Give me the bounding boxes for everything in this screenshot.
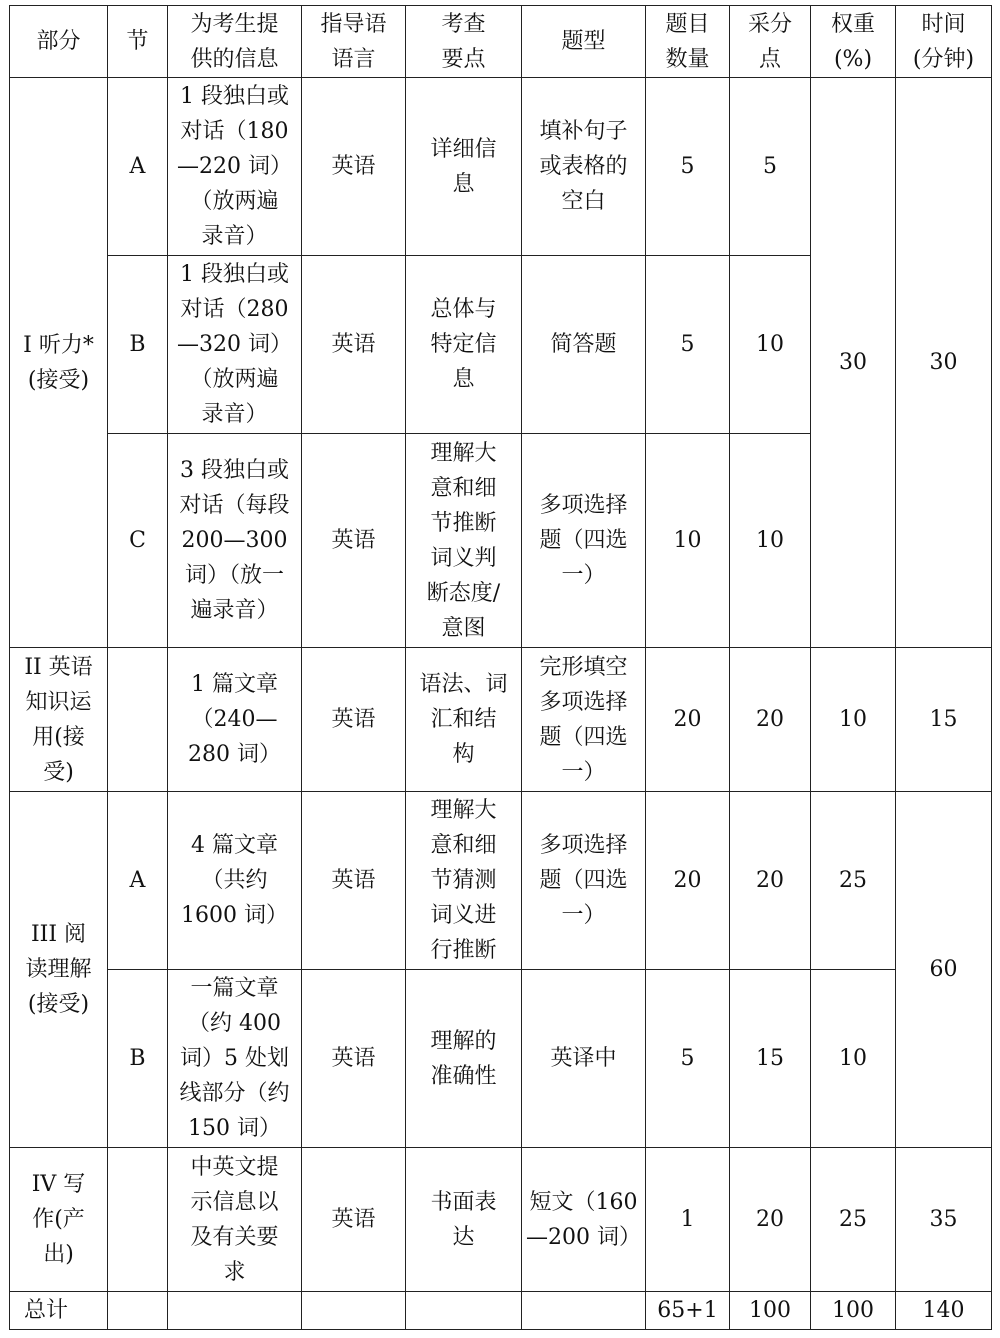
time-cell: 15 [896,648,992,792]
header-language: 指导语 语言 [302,6,406,78]
count-cell: 5 [646,78,730,256]
section-cell: A [108,78,168,256]
info-cell: 中英文提 示信息以 及有关要 求 [168,1148,302,1292]
header-weight: 权重 (%) [811,6,896,78]
listening-part: I 听力* (接受) [10,78,108,648]
total-weight: 100 [811,1292,896,1330]
type-cell: 多项选择 题（四选 一） [522,792,646,970]
total-time: 140 [896,1292,992,1330]
empty-cell [108,1292,168,1330]
scoring-cell: 20 [730,792,811,970]
section-cell: C [108,434,168,648]
type-cell: 完形填空 多项选择 题（四选 一） [522,648,646,792]
empty-cell [168,1292,302,1330]
section-cell [108,1148,168,1292]
empty-cell [522,1292,646,1330]
time-cell: 35 [896,1148,992,1292]
info-cell: 4 篇文章 （共约 1600 词） [168,792,302,970]
type-cell: 填补句子 或表格的 空白 [522,78,646,256]
scoring-cell: 10 [730,434,811,648]
info-cell: 1 段独白或 对话（280 —320 词） （放两遍 录音） [168,256,302,434]
header-points: 考查 要点 [406,6,522,78]
points-cell: 理解大 意和细 节猜测 词义进 行推断 [406,792,522,970]
info-cell: 1 段独白或 对话（180 —220 词） （放两遍 录音） [168,78,302,256]
type-cell: 多项选择 题（四选 一） [522,434,646,648]
reading-part: III 阅 读理解 (接受) [10,792,108,1148]
empty-cell [406,1292,522,1330]
language-cell: 英语 [302,970,406,1148]
empty-cell [302,1292,406,1330]
info-cell: 一篇文章 （约 400 词）5 处划 线部分（约 150 词） [168,970,302,1148]
count-cell: 1 [646,1148,730,1292]
header-scoring: 采分 点 [730,6,811,78]
header-type: 题型 [522,6,646,78]
count-cell: 10 [646,434,730,648]
total-label: 总计 [10,1292,108,1330]
header-info: 为考生提 供的信息 [168,6,302,78]
info-cell: 3 段独白或 对话（每段 200—300 词）（放一 遍录音） [168,434,302,648]
scoring-cell: 10 [730,256,811,434]
section-cell [108,648,168,792]
language-cell: 英语 [302,434,406,648]
header-row [10,6,992,78]
listening-row-a [10,78,992,256]
points-cell: 理解大 意和细 节推断 词义判 断态度/ 意图 [406,434,522,648]
language-cell: 英语 [302,78,406,256]
language-cell: 英语 [302,1148,406,1292]
reading-time: 60 [896,792,992,1148]
count-cell: 20 [646,792,730,970]
scoring-cell: 20 [730,648,811,792]
points-cell: 语法、词 汇和结 构 [406,648,522,792]
reading-row-b [10,970,992,1148]
type-cell: 简答题 [522,256,646,434]
language-cell: 英语 [302,256,406,434]
reading-row-a [10,792,992,970]
language-cell: 英语 [302,792,406,970]
knowledge-part: II 英语 知识运 用(接 受) [10,648,108,792]
count-cell: 20 [646,648,730,792]
weight-cell: 25 [811,1148,896,1292]
scoring-cell: 15 [730,970,811,1148]
count-cell: 5 [646,970,730,1148]
count-cell: 5 [646,256,730,434]
type-cell: 短文（160 —200 词） [522,1148,646,1292]
scoring-cell: 5 [730,78,811,256]
writing-row [10,1148,992,1292]
listening-time: 30 [896,78,992,648]
writing-part: IV 写 作(产 出) [10,1148,108,1292]
weight-cell: 25 [811,792,896,970]
header-count: 题目 数量 [646,6,730,78]
points-cell: 总体与 特定信 息 [406,256,522,434]
section-cell: B [108,256,168,434]
header-time: 时间 (分钟) [896,6,992,78]
header-section: 节 [108,6,168,78]
total-count: 65+1 [646,1292,730,1330]
type-cell: 英译中 [522,970,646,1148]
knowledge-row [10,648,992,792]
language-cell: 英语 [302,648,406,792]
points-cell: 详细信 息 [406,78,522,256]
info-cell: 1 篇文章 （240— 280 词） [168,648,302,792]
points-cell: 书面表 达 [406,1148,522,1292]
header-part: 部分 [10,6,108,78]
total-scoring: 100 [730,1292,811,1330]
section-cell: A [108,792,168,970]
section-cell: B [108,970,168,1148]
listening-weight: 30 [811,78,896,648]
points-cell: 理解的 准确性 [406,970,522,1148]
weight-cell: 10 [811,970,896,1148]
scoring-cell: 20 [730,1148,811,1292]
weight-cell: 10 [811,648,896,792]
exam-structure-table [9,5,992,1330]
total-row [10,1292,992,1330]
